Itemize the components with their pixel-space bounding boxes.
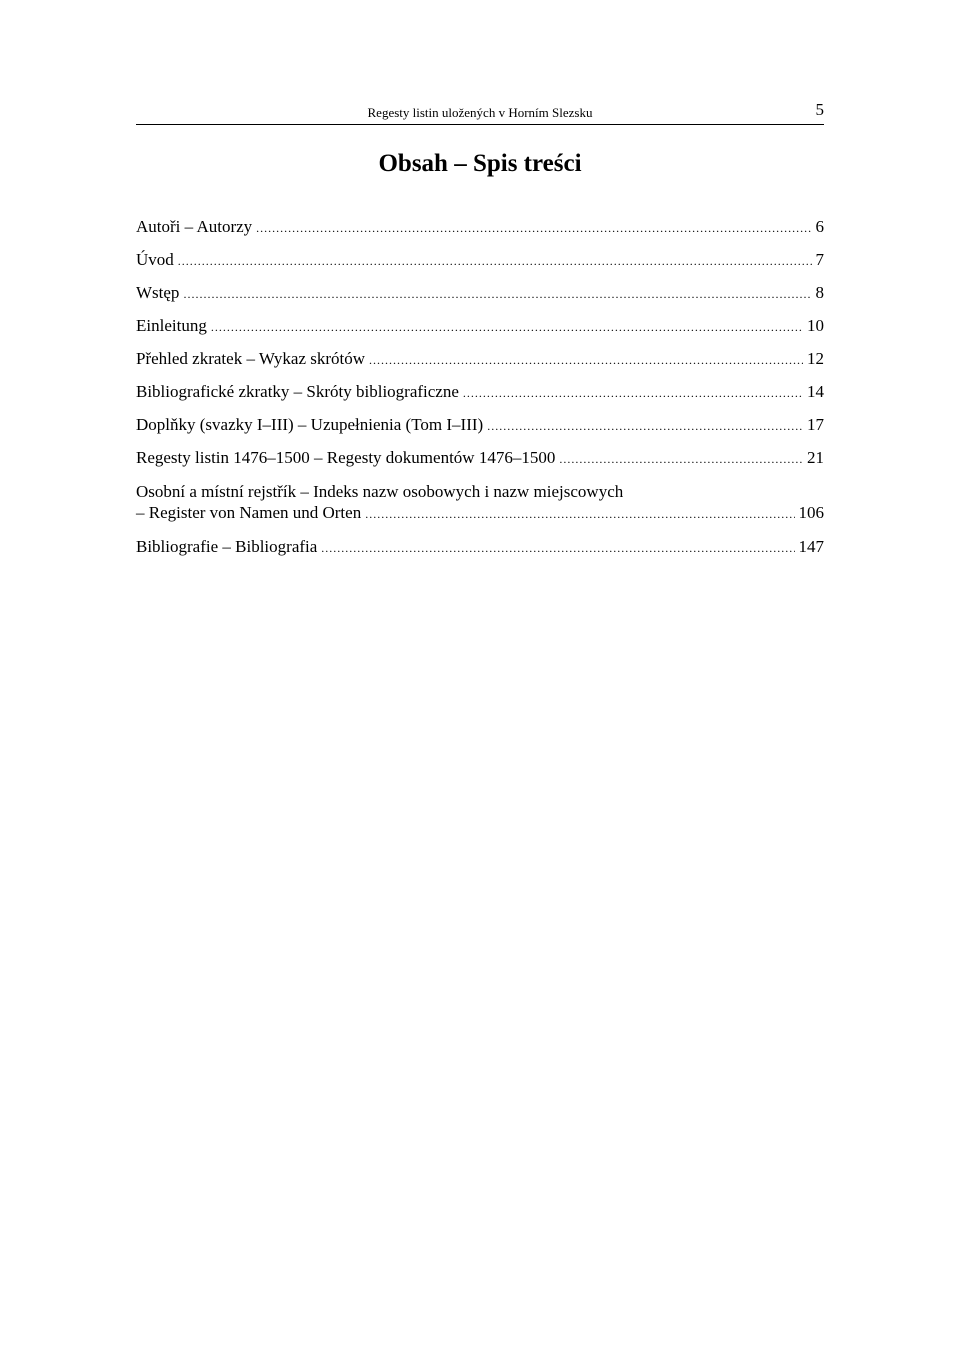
toc-entry-page: 17 [807, 415, 824, 434]
toc-entry-text: Doplňky (svazky I–III) – Uzupełnienia (Tom I–III) [136, 415, 484, 434]
toc-entry-text: Přehled zkratek – Wykaz skrótów [136, 349, 366, 368]
toc-entry-bibliography[interactable] [136, 537, 824, 570]
toc-entry-page: 21 [807, 448, 824, 467]
toc-entry-supplements[interactable] [136, 415, 824, 448]
toc-leader-dots [487, 416, 803, 436]
toc-leader-dots [211, 317, 803, 337]
toc-leader-dots [559, 449, 803, 469]
toc-entry-abbreviations[interactable] [136, 349, 824, 382]
running-title: Regesty listin uložených v Horním Slezsku [367, 105, 593, 120]
toc-entry-page: 12 [807, 349, 824, 368]
toc-leader-dots [463, 383, 803, 403]
toc-entry-line2 [136, 502, 824, 525]
toc-entry-text: Bibliografie – Bibliografia [136, 537, 318, 556]
toc-entry-wstep[interactable] [136, 283, 824, 316]
toc-entry-bibliographic-abbreviations[interactable] [136, 382, 824, 415]
toc-entry-text-line1: Osobní a místní rejstřík – Indeks nazw osobowych i nazw miejscowych [136, 482, 624, 501]
table-of-contents [136, 217, 824, 570]
page-number: 5 [815, 100, 824, 119]
toc-entry-text: Regesty listin 1476–1500 – Regesty dokumentów 1476–1500 [136, 448, 556, 467]
page-title: Obsah – Spis treści [378, 150, 582, 177]
toc-leader-dots [365, 504, 794, 525]
toc-leader-dots [256, 218, 811, 238]
toc-entry-index[interactable] [136, 481, 824, 525]
toc-entry-page: 147 [798, 537, 824, 556]
toc-leader-dots [369, 350, 803, 370]
toc-entry-page: 7 [815, 250, 824, 269]
toc-leader-dots [183, 284, 811, 304]
toc-entry-text: Úvod [136, 250, 174, 269]
toc-entry-text: – Register von Namen und Orten [136, 503, 362, 522]
toc-entry-regests[interactable] [136, 448, 824, 481]
toc-entry-page: 8 [815, 283, 824, 302]
toc-entry-text: Autoři – Autorzy [136, 217, 253, 236]
toc-entry-text: Wstęp [136, 283, 180, 302]
toc-entry-authors[interactable] [136, 217, 824, 250]
toc-leader-dots [321, 538, 794, 558]
toc-entry-page: 106 [798, 503, 824, 522]
toc-entry-page: 6 [815, 217, 824, 236]
toc-entry-text: Bibliografické zkratky – Skróty bibliograficzne [136, 382, 459, 401]
page-header [136, 100, 824, 125]
toc-leader-dots [178, 251, 812, 271]
toc-entry-text: Einleitung [136, 316, 207, 335]
toc-entry-page: 14 [807, 382, 824, 401]
toc-entry-einleitung[interactable] [136, 316, 824, 349]
toc-entry-uvod[interactable] [136, 250, 824, 283]
toc-entry-page: 10 [807, 316, 824, 335]
